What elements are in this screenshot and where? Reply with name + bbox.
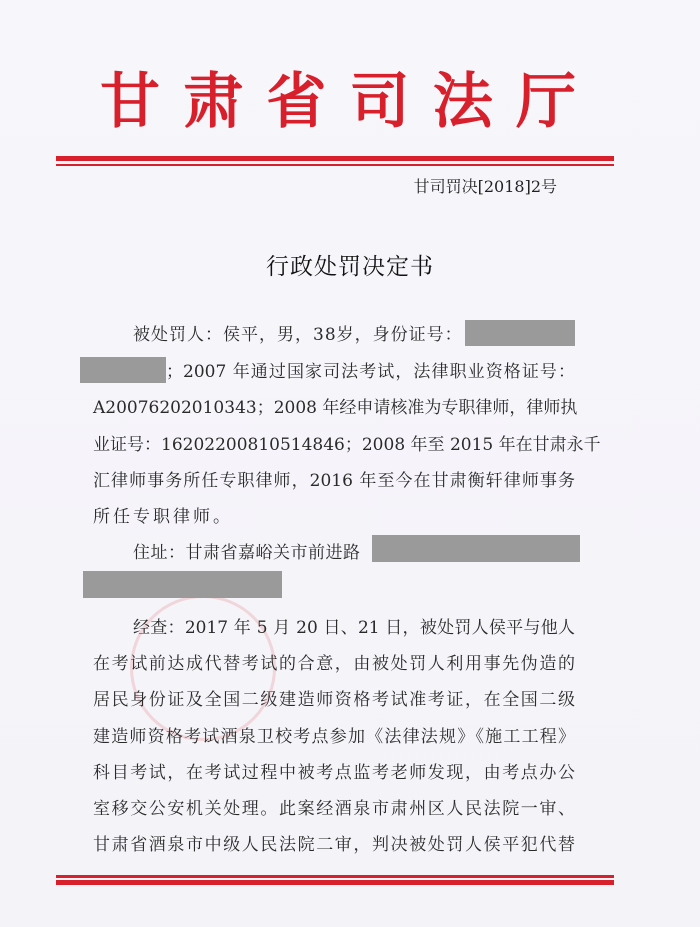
body-line: 所任专职律师。 <box>93 507 233 527</box>
body-line: 经查：2017 年 5 月 20 日、21 日，被处罚人侯平与他人 <box>133 618 575 638</box>
letterhead-rule-thick <box>56 156 614 161</box>
letterhead-title: 甘肃省司法厅 <box>100 67 580 137</box>
address-line: 住址：甘肃省嘉峪关市前进路 <box>133 543 361 563</box>
body-line: 汇律师事务所任专职律师，2016 年至今在甘肃衡轩律师事务 <box>93 471 575 491</box>
body-line: ；2007 年通过国家司法考试，法律职业资格证号： <box>166 362 575 382</box>
body-line: 居民身份证及全国二级建造师资格考试准考证，在全国二级 <box>93 690 575 710</box>
footer-rule-thick <box>56 880 614 885</box>
redacted-address <box>372 535 580 562</box>
footer-rule-thin <box>56 875 614 878</box>
body-line: 室移交公安机关处理。此案经酒泉市肃州区人民法院一审、 <box>93 799 575 819</box>
body-line: 业证号：16202200810514846；2008 年至 2015 年在甘肃永千 <box>93 435 601 455</box>
redacted-id-number-cont <box>80 357 166 383</box>
redacted-address-cont <box>83 571 282 598</box>
body-line: 甘肃省酒泉市中级人民法院二审，判决被处罚人侯平犯代替 <box>93 835 575 855</box>
document-title: 行政处罚决定书 <box>266 254 434 280</box>
body-line: 科目考试，在考试过程中被考点监考老师发现，由考点办公 <box>93 763 575 783</box>
body-line: 在考试前达成代替考试的合意，由被处罚人利用事先伪造的 <box>93 654 575 674</box>
redacted-id-number <box>465 320 575 346</box>
letterhead-rule-thin <box>56 164 614 166</box>
body-line: 建造师资格考试酒泉卫校考点参加《法律法规》《施工工程》 <box>93 727 575 747</box>
document-number: 甘司罚决[2018]2号 <box>413 177 557 196</box>
body-line: 被处罚人：侯平，男，38岁，身份证号： <box>133 325 463 345</box>
body-line: A20076202010343；2008 年经申请核准为专职律师，律师执 <box>93 398 578 418</box>
